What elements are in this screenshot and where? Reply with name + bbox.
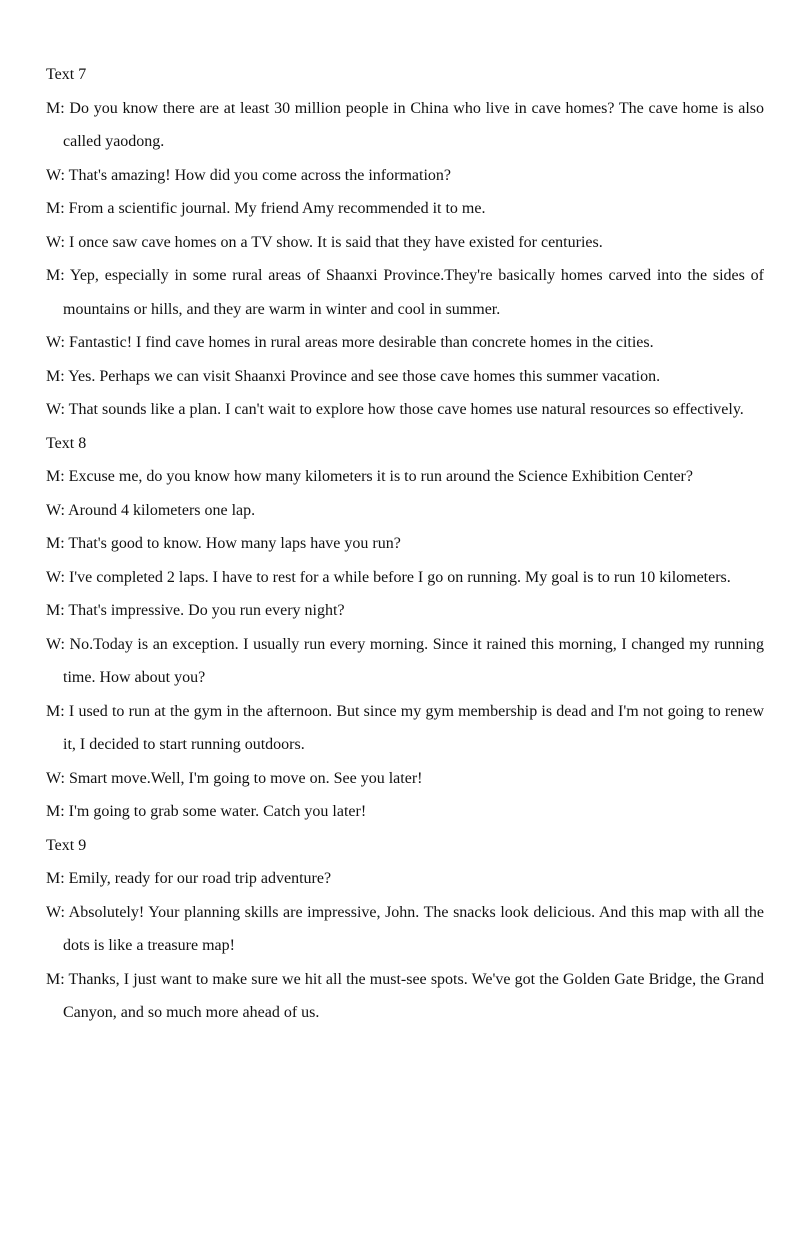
- section-heading: Text 9: [46, 836, 87, 854]
- dialogue-line: M: Yep, especially in some rural areas of Shaanxi Province.They're basically homes carved into the sides of mountains or hills, and they are warm in winter and cool in summer.: [46, 267, 764, 318]
- dialogue-line: W: Around 4 kilometers one lap.: [46, 501, 256, 519]
- dialogue-line: M: I used to run at the gym in the afternoon. But since my gym membership is dead and I'm not going to renew it, I decided to start running outdoors.: [46, 702, 764, 753]
- section-heading: Text 7: [46, 66, 87, 83]
- dialogue-line: W: I once saw cave homes on a TV show. It is said that they have existed for centuries.: [46, 233, 603, 251]
- section-text-8: [46, 427, 764, 829]
- dialogue-line: M: From a scientific journal. My friend Amy recommended it to me.: [46, 200, 486, 217]
- transcript-page: [46, 58, 764, 1030]
- dialogue-line: M: Emily, ready for our road trip adventure?: [46, 870, 332, 887]
- dialogue-line: W: That's amazing! How did you come across the information?: [46, 166, 451, 184]
- dialogue-line: M: Excuse me, do you know how many kilometers it is to run around the Science Exhibition Center?: [46, 468, 693, 485]
- dialogue-line: W: Fantastic! I find cave homes in rural areas more desirable than concrete homes in the cities.: [46, 334, 654, 351]
- section-text-7: [46, 58, 764, 427]
- dialogue-line: M: That's good to know. How many laps have you run?: [46, 535, 401, 552]
- dialogue-line: M: That's impressive. Do you run every night?: [46, 602, 345, 619]
- dialogue-line: W: That sounds like a plan. I can't wait to explore how those cave homes use natural resources so effectively.: [46, 401, 744, 418]
- dialogue-line: W: Smart move.Well, I'm going to move on. See you later!: [46, 769, 423, 787]
- dialogue-line: W: No.Today is an exception. I usually run every morning. Since it rained this morning, I changed my running time. How about you?: [46, 635, 764, 686]
- dialogue-line: M: Yes. Perhaps we can visit Shaanxi Province and see those cave homes this summer vacation.: [46, 367, 661, 385]
- section-text-9: [46, 829, 764, 1030]
- dialogue-line: W: Absolutely! Your planning skills are impressive, John. The snacks look delicious. And this map with all the dots is like a treasure map!: [46, 903, 764, 954]
- dialogue-line: W: I've completed 2 laps. I have to rest for a while before I go on running. My goal is to run 10 kilometers.: [46, 568, 731, 586]
- dialogue-line: M: I'm going to grab some water. Catch you later!: [46, 803, 367, 820]
- dialogue-line: M: Thanks, I just want to make sure we hit all the must-see spots. We've got the Golden Gate Bridge, the Grand Canyon, and so much more ahead of us.: [46, 970, 764, 1021]
- dialogue-line: M: Do you know there are at least 30 million people in China who live in cave homes? The cave home is also called yaodong.: [46, 99, 764, 150]
- section-heading: Text 8: [46, 434, 87, 452]
